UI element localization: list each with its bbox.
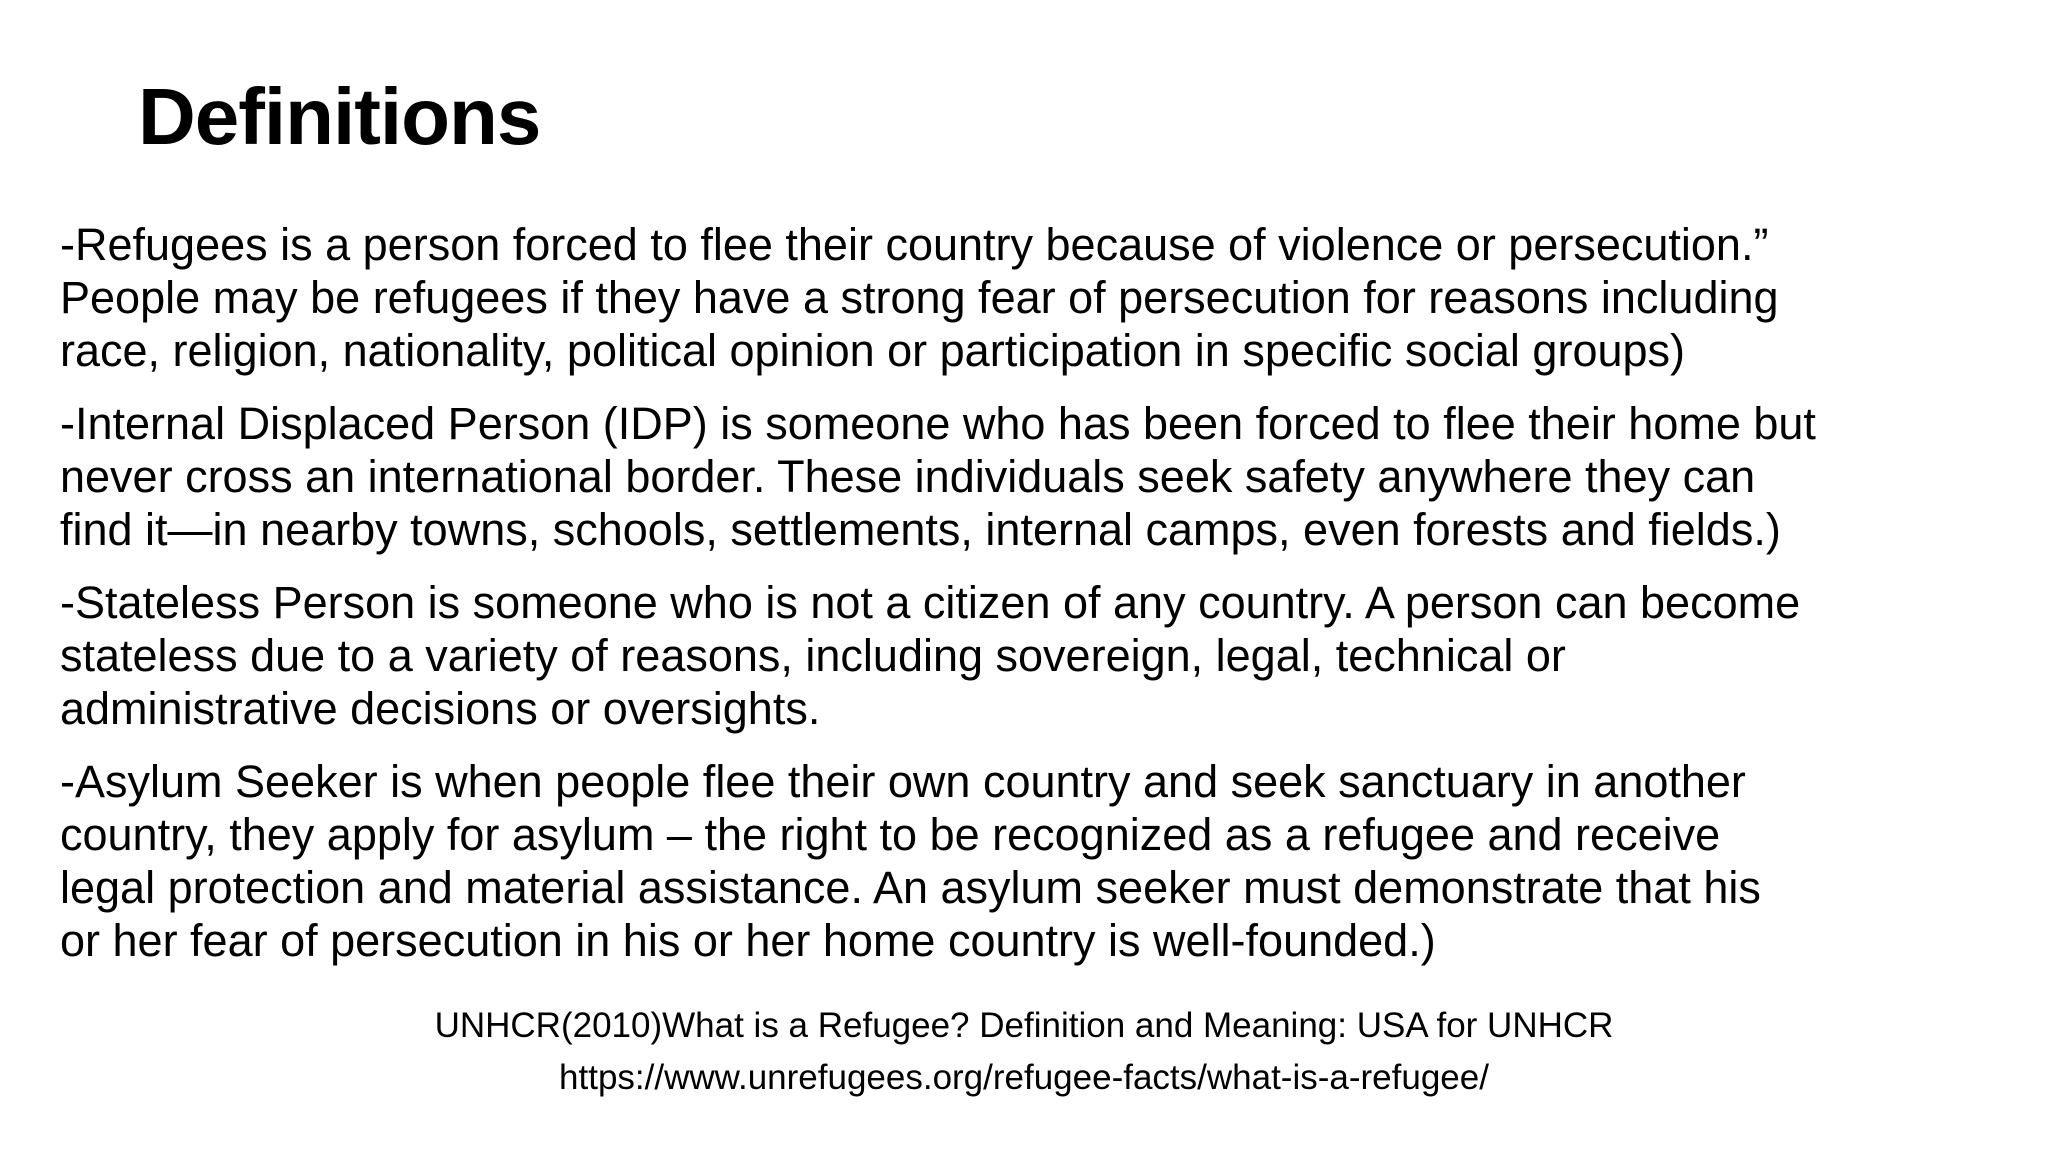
text-line: stateless due to a variety of reasons, including sovereign, legal, technical or bbox=[60, 630, 1566, 681]
text-line: country, they apply for asylum – the right to be recognized as a refugee and receive bbox=[60, 809, 1721, 860]
text-line: People may be refugees if they have a strong fear of persecution for reasons including bbox=[60, 272, 1779, 323]
text-line: -Refugees is a person forced to flee their country because of violence or persecution.” bbox=[60, 219, 1769, 270]
text-line: -Asylum Seeker is when people flee their own country and seek sanctuary in another bbox=[60, 756, 1746, 807]
text-line: never cross an international border. These individuals seek safety anywhere they can bbox=[60, 451, 1756, 502]
slide-title: Definitions bbox=[138, 72, 541, 161]
citation-reference: UNHCR(2010)What is a Refugee? Definition and Meaning: USA for UNHCR bbox=[434, 1006, 1614, 1045]
text-line: find it—in nearby towns, schools, settlements, internal camps, even forests and fields.) bbox=[60, 504, 1781, 555]
definition-idp bbox=[60, 397, 2020, 556]
source-citation bbox=[0, 1000, 2048, 1104]
text-line: administrative decisions or oversights. bbox=[60, 683, 821, 734]
text-line: -Internal Displaced Person (IDP) is someone who has been forced to flee their home but bbox=[60, 398, 1816, 449]
definition-stateless-person bbox=[60, 576, 2020, 735]
text-line: race, religion, nationality, political opinion or participation in specific social groups) bbox=[60, 325, 1686, 376]
citation-url: https://www.unrefugees.org/refugee-facts/what-is-a-refugee/ bbox=[559, 1058, 1489, 1097]
text-line: legal protection and material assistance. An asylum seeker must demonstrate that his bbox=[60, 862, 1761, 913]
text-line: or her fear of persecution in his or her home country is well-founded.) bbox=[60, 915, 1436, 966]
definition-asylum-seeker bbox=[60, 755, 2020, 967]
definitions-body bbox=[60, 218, 2020, 987]
text-line: -Stateless Person is someone who is not a citizen of any country. A person can become bbox=[60, 577, 1801, 628]
definition-refugee bbox=[60, 218, 2020, 377]
